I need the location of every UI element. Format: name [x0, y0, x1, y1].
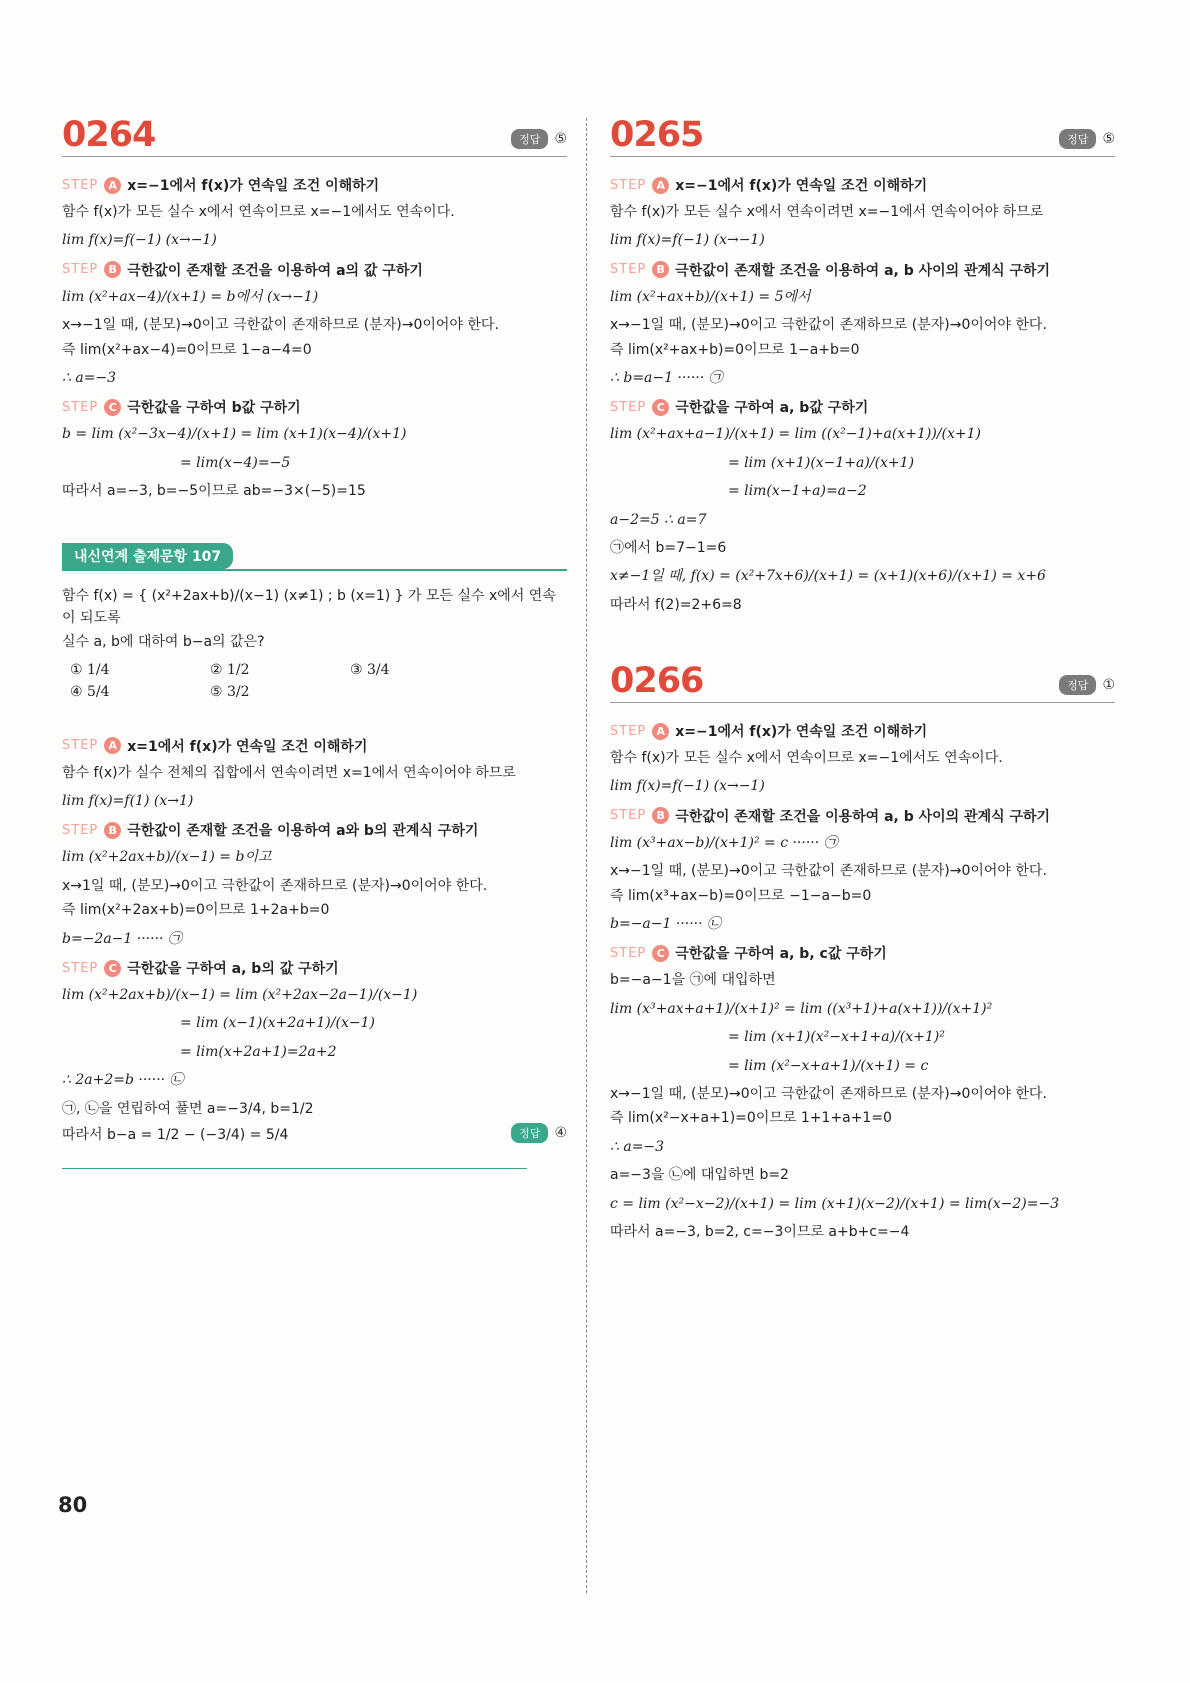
step-a-heading	[62, 175, 567, 195]
equation: ∴ 2a+2=b ······ ㉡	[62, 1072, 184, 1089]
problem-number: 0265	[610, 115, 704, 155]
right-column	[610, 115, 1115, 1245]
step-letter-icon: A	[104, 737, 121, 754]
question-line: 실수 a, b에 대하여 b−a의 값은?	[62, 634, 265, 651]
answer-badge: 정답	[511, 129, 548, 149]
step-label: STEP	[610, 945, 647, 961]
solution-line: b=−a−1을 ㉠에 대입하면	[610, 972, 776, 989]
equation: lim (x³+ax+a+1)/(x+1)² = lim ((x³+1)+a(x+1))/(x+1)²	[610, 1000, 993, 1017]
step-title: 극한값이 존재할 조건을 이용하여 a의 값 구하기	[127, 262, 423, 279]
problem-number: 0266	[610, 661, 704, 702]
step-title: 극한값을 구하여 a, b의 값 구하기	[127, 961, 339, 978]
answer-value: ⑤	[1102, 131, 1115, 147]
problem-0265-header	[610, 115, 1115, 157]
solution-line: x→−1일 때, (분모)→0이고 극한값이 존재하므로 (분자)→0이어야 한다.	[610, 317, 1047, 334]
solution-line: x→−1일 때, (분모)→0이고 극한값이 존재하므로 (분자)→0이어야 한다.	[62, 317, 499, 334]
step-a-heading	[610, 175, 1115, 195]
solution-line: x→1일 때, (분모)→0이고 극한값이 존재하므로 (분자)→0이어야 한다.	[62, 877, 488, 894]
step-c-heading	[62, 397, 567, 417]
step-letter-icon: B	[104, 822, 121, 839]
equation: lim f(x)=f(−1) (x→−1)	[62, 232, 217, 249]
step-label: STEP	[62, 822, 99, 838]
step-label: STEP	[610, 262, 647, 278]
equation: b = lim (x²−3x−4)/(x+1) = lim (x+1)(x−4)/(x+1)	[62, 426, 407, 443]
solution-line: 즉 lim(x²−x+a+1)=0이므로 1+1+a+1=0	[610, 1110, 892, 1127]
step-letter-icon: A	[104, 177, 121, 194]
answer-choices	[70, 662, 567, 700]
answer-box	[1059, 675, 1115, 695]
step-label: STEP	[610, 723, 647, 739]
choice-3: ③ 3/4	[350, 661, 390, 678]
problem-0264-header	[62, 115, 567, 157]
related-problem-header	[62, 543, 567, 571]
step-b-heading	[610, 260, 1115, 280]
choice-1: ① 1/4	[70, 661, 110, 678]
solution-line: x→−1일 때, (분모)→0이고 극한값이 존재하므로 (분자)→0이어야 한다.	[610, 1085, 1047, 1102]
answer-value: ①	[1102, 677, 1115, 694]
step-c-heading	[610, 397, 1115, 417]
solution-line: 즉 lim(x²+ax−4)=0이므로 1−a−4=0	[62, 341, 312, 358]
equation: lim f(x)=f(−1) (x→−1)	[610, 232, 765, 249]
equation: lim (x²+2ax+b)/(x−1) = b이고	[62, 849, 272, 866]
step-label: STEP	[610, 808, 647, 824]
step-label: STEP	[62, 177, 99, 193]
solution-line: 함수 f(x)가 모든 실수 x에서 연속이므로 x=−1에서도 연속이다.	[610, 750, 1003, 767]
step-letter-icon: C	[652, 945, 669, 962]
left-column	[62, 115, 567, 1169]
equation: = lim(x−4)=−5	[180, 454, 291, 471]
solution-line: 함수 f(x)가 모든 실수 x에서 연속이려면 x=−1에서 연속이어야 하므로	[610, 204, 1044, 220]
equation: = lim (x+1)(x−1+a)/(x+1)	[728, 454, 915, 471]
equation: ∴ a=−3	[62, 369, 117, 386]
final-answer-row	[62, 1122, 567, 1148]
step-letter-icon: A	[652, 177, 669, 194]
step-c-heading	[610, 943, 1115, 963]
equation: lim (x²+2ax+b)/(x−1) = lim (x²+2ax−2a−1)/(x−1)	[62, 987, 418, 1004]
problem-0266-header	[610, 661, 1115, 703]
question-line: 함수 f(x) = { (x²+2ax+b)/(x−1) (x≠1) ; b (x=1) } 가 모든 실수 x에서 연속이 되도록	[62, 587, 556, 626]
step-letter-icon: C	[652, 399, 669, 416]
choice-4: ④ 5/4	[70, 683, 110, 700]
equation: ∴ b=a−1 ······ ㉠	[610, 369, 723, 386]
answer-value: ④	[554, 1125, 567, 1142]
solution-line: 따라서 f(2)=2+6=8	[610, 596, 742, 613]
solution-line: x→−1일 때, (분모)→0이고 극한값이 존재하므로 (분자)→0이어야 한다.	[610, 863, 1047, 880]
step-label: STEP	[62, 738, 99, 754]
equation: lim (x²+ax−4)/(x+1) = b에서 (x→−1)	[62, 288, 319, 305]
step-letter-icon: C	[104, 399, 121, 416]
equation: a−2=5 ∴ a=7	[610, 511, 707, 528]
step-label: STEP	[62, 262, 99, 278]
equation: = lim (x²−x+a+1)/(x+1) = c	[728, 1057, 929, 1074]
equation: = lim (x−1)(x+2a+1)/(x−1)	[180, 1015, 375, 1032]
section-end-rule	[62, 1168, 527, 1169]
step-title: x=−1에서 f(x)가 연속일 조건 이해하기	[127, 178, 380, 194]
step-b-heading	[62, 820, 567, 840]
step-a-heading	[62, 736, 567, 756]
equation: lim f(x)=f(1) (x→1)	[62, 793, 194, 810]
solution-line: 즉 lim(x²+ax+b)=0이므로 1−a+b=0	[610, 341, 860, 358]
answer-value: ⑤	[554, 131, 567, 147]
step-a-heading	[610, 721, 1115, 741]
answer-box	[511, 129, 567, 149]
step-title: x=−1에서 f(x)가 연속일 조건 이해하기	[675, 724, 928, 741]
step-label: STEP	[610, 177, 647, 193]
page-number: 80	[58, 1493, 88, 1517]
step-title: x=1에서 f(x)가 연속일 조건 이해하기	[127, 738, 368, 755]
step-title: 극한값이 존재할 조건을 이용하여 a와 b의 관계식 구하기	[127, 823, 479, 840]
choice-5: ⑤ 3/2	[210, 683, 250, 700]
step-title: 극한값을 구하여 b값 구하기	[127, 400, 301, 417]
problem-number: 0264	[62, 115, 156, 155]
step-title: 극한값이 존재할 조건을 이용하여 a, b 사이의 관계식 구하기	[675, 262, 1051, 279]
step-title: x=−1에서 f(x)가 연속일 조건 이해하기	[675, 178, 928, 194]
step-letter-icon: A	[652, 723, 669, 740]
step-c-heading	[62, 958, 567, 978]
step-label: STEP	[610, 399, 647, 415]
solution-line: 즉 lim(x²+2ax+b)=0이므로 1+2a+b=0	[62, 902, 330, 919]
equation: lim f(x)=f(−1) (x→−1)	[610, 778, 765, 795]
solution-line: 따라서 a=−3, b=−5이므로 ab=−3×(−5)=15	[62, 483, 366, 500]
solution-line: 즉 lim(x³+ax−b)=0이므로 −1−a−b=0	[610, 887, 872, 904]
answer-badge: 정답	[511, 1123, 548, 1143]
step-letter-icon: B	[652, 807, 669, 824]
equation: = lim (x+1)(x²−x+1+a)/(x+1)²	[728, 1029, 945, 1046]
step-letter-icon: B	[652, 261, 669, 278]
equation: lim (x²+ax+a−1)/(x+1) = lim ((x²−1)+a(x+1))/(x+1)	[610, 426, 981, 443]
answer-badge: 정답	[1059, 675, 1096, 695]
solution-line: a=−3을 ㉡에 대입하면 b=2	[610, 1167, 789, 1184]
equation: x≠−1일 때, f(x) = (x²+7x+6)/(x+1) = (x+1)(x+6)/(x+1) = x+6	[610, 568, 1046, 585]
solution-line: 따라서 a=−3, b=2, c=−3이므로 a+b+c=−4	[610, 1223, 910, 1240]
answer-badge: 정답	[1059, 129, 1096, 149]
equation: b=−a−1 ······ ㉡	[610, 916, 722, 933]
step-label: STEP	[62, 399, 99, 415]
solution-line: 따라서 b−a = 1/2 − (−3/4) = 5/4	[62, 1126, 289, 1143]
equation: lim (x³+ax−b)/(x+1)² = c ······ ㉠	[610, 834, 838, 851]
equation: lim (x²+ax+b)/(x+1) = 5에서	[610, 288, 811, 305]
solution-line: ㉠, ㉡을 연립하여 풀면 a=−3/4, b=1/2	[62, 1100, 314, 1117]
step-b-heading	[62, 260, 567, 280]
step-letter-icon: B	[104, 261, 121, 278]
step-label: STEP	[62, 960, 99, 976]
answer-box	[511, 1123, 567, 1143]
step-b-heading	[610, 806, 1115, 826]
choice-2: ② 1/2	[210, 661, 250, 678]
column-divider	[586, 118, 587, 1593]
equation: c = lim (x²−x−2)/(x+1) = lim (x+1)(x−2)/(x+1) = lim(x−2)=−3	[610, 1195, 1060, 1212]
solution-line: 함수 f(x)가 실수 전체의 집합에서 연속이려면 x=1에서 연속이어야 하므로	[62, 764, 516, 781]
solution-line: ㉠에서 b=7−1=6	[610, 539, 727, 556]
equation: = lim(x+2a+1)=2a+2	[180, 1043, 337, 1060]
step-title: 극한값을 구하여 a, b값 구하기	[675, 400, 869, 417]
related-problem-tag: 내신연계 출제문항 107	[62, 543, 233, 569]
answer-box	[1059, 129, 1115, 149]
equation: = lim(x−1+a)=a−2	[728, 483, 867, 500]
equation: ∴ a=−3	[610, 1138, 665, 1155]
equation: b=−2a−1 ······ ㉠	[62, 930, 182, 947]
step-letter-icon: C	[104, 960, 121, 977]
step-title: 극한값이 존재할 조건을 이용하여 a, b 사이의 관계식 구하기	[675, 808, 1051, 825]
solution-line: 함수 f(x)가 모든 실수 x에서 연속이므로 x=−1에서도 연속이다.	[62, 204, 455, 220]
step-title: 극한값을 구하여 a, b, c값 구하기	[675, 946, 887, 963]
